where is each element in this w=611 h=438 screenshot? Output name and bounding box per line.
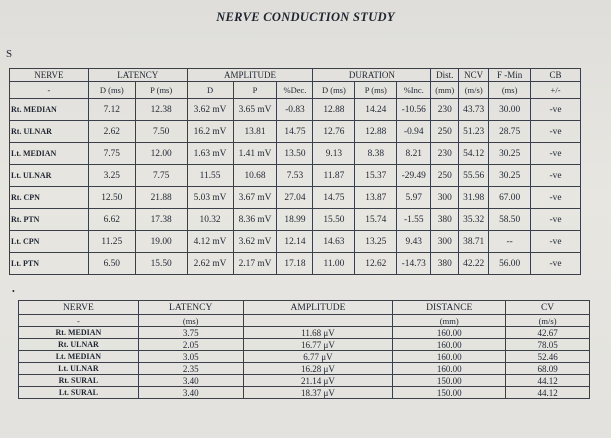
motor-subheader-row [10, 82, 581, 99]
sensory-value-cell: 160.00 [393, 339, 506, 351]
motor-value-cell: 30.25 [489, 143, 531, 165]
sensory-header-distance: DISTANCE [393, 301, 506, 315]
sensory-subheader-cell [243, 315, 393, 327]
table-row [19, 363, 590, 375]
motor-value-cell: 8.38 [355, 143, 397, 165]
motor-value-cell: 5.97 [397, 187, 431, 209]
sensory-header-nerve: NERVE [19, 301, 139, 315]
motor-header-amplitude: AMPLITUDE [187, 69, 313, 82]
motor-nerve-name: Rt. PTN [10, 209, 89, 231]
sensory-value-cell: 2.35 [138, 363, 243, 375]
motor-value-cell: 58.50 [489, 209, 531, 231]
sensory-value-cell: 21.14 μV [243, 375, 393, 387]
motor-value-cell: 3.62 mV [187, 99, 233, 121]
motor-value-cell: 31.98 [459, 187, 489, 209]
table-row [10, 231, 581, 253]
motor-value-cell: -ve [531, 143, 581, 165]
motor-value-cell: 13.81 [233, 121, 277, 143]
motor-value-cell: 56.00 [489, 253, 531, 275]
motor-value-cell: -ve [531, 187, 581, 209]
motor-header-ncv: NCV [459, 69, 489, 82]
motor-value-cell: 6.62 [88, 209, 135, 231]
motor-value-cell: 38.71 [459, 231, 489, 253]
motor-value-cell: 7.75 [88, 143, 135, 165]
motor-value-cell: 21.88 [135, 187, 187, 209]
motor-nerve-name: Lt. PTN [10, 253, 89, 275]
motor-subheader-cell: (ms) [489, 82, 531, 99]
table-row [10, 253, 581, 275]
motor-value-cell: 1.41 mV [233, 143, 277, 165]
sensory-value-cell: 68.09 [506, 363, 590, 375]
motor-value-cell: 230 [431, 99, 459, 121]
motor-value-cell: 300 [431, 187, 459, 209]
table-row [10, 143, 581, 165]
motor-value-cell: 2.62 mV [187, 253, 233, 275]
motor-value-cell: 11.00 [313, 253, 355, 275]
motor-header-nerve: NERVE [10, 69, 89, 82]
motor-value-cell: -1.55 [397, 209, 431, 231]
motor-value-cell: 1.63 mV [187, 143, 233, 165]
sensory-value-cell: 52.46 [506, 351, 590, 363]
motor-value-cell: 12.88 [355, 121, 397, 143]
sensory-header-row [19, 301, 590, 315]
motor-value-cell: 14.75 [277, 121, 313, 143]
motor-value-cell: 13.25 [355, 231, 397, 253]
motor-header-fmin: F -Min [489, 69, 531, 82]
motor-subheader-cell: P (ms) [135, 82, 187, 99]
margin-mark-top: S [6, 48, 13, 60]
motor-subheader-cell: D (ms) [313, 82, 355, 99]
motor-value-cell: 15.74 [355, 209, 397, 231]
sensory-value-cell: 3.40 [138, 387, 243, 399]
motor-value-cell: -0.94 [397, 121, 431, 143]
motor-value-cell: 13.50 [277, 143, 313, 165]
motor-value-cell: 10.32 [187, 209, 233, 231]
motor-nerve-name: Rt. MEDIAN [10, 99, 89, 121]
sensory-value-cell: 78.05 [506, 339, 590, 351]
motor-value-cell: 15.50 [313, 209, 355, 231]
motor-value-cell: 28.75 [489, 121, 531, 143]
motor-subheader-cell: D [187, 82, 233, 99]
motor-value-cell: 6.50 [88, 253, 135, 275]
motor-value-cell: -ve [531, 99, 581, 121]
motor-value-cell: 11.25 [88, 231, 135, 253]
motor-value-cell: 30.25 [489, 165, 531, 187]
motor-value-cell: 15.50 [135, 253, 187, 275]
motor-value-cell: 16.2 mV [187, 121, 233, 143]
table-row [10, 99, 581, 121]
sensory-value-cell: 42.67 [506, 327, 590, 339]
motor-value-cell: 8.21 [397, 143, 431, 165]
motor-nerve-name: Lt. CPN [10, 231, 89, 253]
motor-value-cell: 19.00 [135, 231, 187, 253]
motor-value-cell: 380 [431, 209, 459, 231]
sensory-value-cell: 160.00 [393, 327, 506, 339]
sensory-value-cell: 16.28 μV [243, 363, 393, 375]
table-row [10, 209, 581, 231]
motor-header-dist: Dist. [431, 69, 459, 82]
motor-value-cell: 3.67 mV [233, 187, 277, 209]
table-row [19, 327, 590, 339]
motor-value-cell: -14.73 [397, 253, 431, 275]
motor-value-cell: 12.50 [88, 187, 135, 209]
motor-value-cell: 7.53 [277, 165, 313, 187]
sensory-value-cell: 6.77 μV [243, 351, 393, 363]
table-row [10, 165, 581, 187]
motor-value-cell: 3.65 mV [233, 99, 277, 121]
motor-value-cell: 250 [431, 121, 459, 143]
table-row [10, 121, 581, 143]
motor-subheader-cell: P (ms) [355, 82, 397, 99]
motor-value-cell: 17.38 [135, 209, 187, 231]
sensory-value-cell: 44.12 [506, 387, 590, 399]
sensory-conduction-table [18, 300, 590, 399]
motor-value-cell: 15.37 [355, 165, 397, 187]
motor-value-cell: 7.50 [135, 121, 187, 143]
motor-value-cell: 11.55 [187, 165, 233, 187]
motor-subheader-cell: (mm) [431, 82, 459, 99]
motor-value-cell: 9.13 [313, 143, 355, 165]
motor-subheader-cell: %Inc. [397, 82, 431, 99]
sensory-value-cell: 160.00 [393, 363, 506, 375]
motor-value-cell: -ve [531, 121, 581, 143]
motor-value-cell: 14.24 [355, 99, 397, 121]
sensory-nerve-name: Lt. MEDIAN [19, 351, 139, 363]
motor-value-cell: 2.17 mV [233, 253, 277, 275]
motor-value-cell: -0.83 [277, 99, 313, 121]
motor-value-cell: 43.73 [459, 99, 489, 121]
motor-value-cell: 55.56 [459, 165, 489, 187]
motor-value-cell: -- [489, 231, 531, 253]
motor-conduction-table [9, 68, 581, 275]
table-row [19, 387, 590, 399]
motor-value-cell: 8.36 mV [233, 209, 277, 231]
motor-subheader-cell: P [233, 82, 277, 99]
sensory-subheader-cell: - [19, 315, 139, 327]
table-row [10, 187, 581, 209]
motor-value-cell: 3.25 [88, 165, 135, 187]
motor-value-cell: 42.22 [459, 253, 489, 275]
motor-value-cell: 30.00 [489, 99, 531, 121]
motor-value-cell: 35.32 [459, 209, 489, 231]
document-title: NERVE CONDUCTION STUDY [216, 10, 395, 24]
table-row [19, 351, 590, 363]
sensory-value-cell: 2.05 [138, 339, 243, 351]
sensory-value-cell: 160.00 [393, 351, 506, 363]
motor-value-cell: 230 [431, 143, 459, 165]
motor-value-cell: 27.04 [277, 187, 313, 209]
motor-value-cell: -ve [531, 209, 581, 231]
motor-value-cell: -ve [531, 253, 581, 275]
sensory-subheader-cell: (ms) [138, 315, 243, 327]
motor-value-cell: 12.62 [355, 253, 397, 275]
sensory-nerve-name: Rt. SURAL [19, 375, 139, 387]
sensory-value-cell: 3.40 [138, 375, 243, 387]
motor-header-duration: DURATION [313, 69, 431, 82]
motor-value-cell: 67.00 [489, 187, 531, 209]
motor-value-cell: 12.00 [135, 143, 187, 165]
motor-value-cell: -10.56 [397, 99, 431, 121]
sensory-value-cell: 3.05 [138, 351, 243, 363]
motor-value-cell: 380 [431, 253, 459, 275]
motor-subheader-cell: (m/s) [459, 82, 489, 99]
motor-value-cell: 12.76 [313, 121, 355, 143]
sensory-value-cell: 150.00 [393, 375, 506, 387]
margin-mark-bottom: • [12, 287, 15, 296]
motor-value-cell: 10.68 [233, 165, 277, 187]
sensory-value-cell: 16.77 μV [243, 339, 393, 351]
sensory-subheader-cell: (mm) [393, 315, 506, 327]
motor-value-cell: -ve [531, 231, 581, 253]
motor-value-cell: 300 [431, 231, 459, 253]
motor-subheader-cell: - [10, 82, 89, 99]
motor-subheader-cell: D (ms) [88, 82, 135, 99]
motor-value-cell: 2.62 [88, 121, 135, 143]
motor-value-cell: 12.38 [135, 99, 187, 121]
motor-value-cell: 4.12 mV [187, 231, 233, 253]
motor-value-cell: 7.75 [135, 165, 187, 187]
motor-value-cell: 13.87 [355, 187, 397, 209]
motor-value-cell: 5.03 mV [187, 187, 233, 209]
motor-value-cell: 3.62 mV [233, 231, 277, 253]
sensory-subheader-row [19, 315, 590, 327]
motor-value-cell: -ve [531, 165, 581, 187]
motor-subheader-cell: %Dec. [277, 82, 313, 99]
motor-nerve-name: Rt. CPN [10, 187, 89, 209]
sensory-nerve-name: Rt. ULNAR [19, 339, 139, 351]
motor-header-row [10, 69, 581, 82]
motor-value-cell: 9.43 [397, 231, 431, 253]
motor-value-cell: -29.49 [397, 165, 431, 187]
sensory-subheader-cell: (m/s) [506, 315, 590, 327]
motor-value-cell: 250 [431, 165, 459, 187]
motor-value-cell: 11.87 [313, 165, 355, 187]
motor-nerve-name: Rt. ULNAR [10, 121, 89, 143]
motor-value-cell: 12.14 [277, 231, 313, 253]
sensory-nerve-name: Lt. SURAL [19, 387, 139, 399]
motor-value-cell: 14.63 [313, 231, 355, 253]
sensory-header-latency: LATENCY [138, 301, 243, 315]
sensory-value-cell: 18.37 μV [243, 387, 393, 399]
motor-value-cell: 17.18 [277, 253, 313, 275]
sensory-value-cell: 11.68 μV [243, 327, 393, 339]
motor-subheader-cell: +/- [531, 82, 581, 99]
sensory-value-cell: 44.12 [506, 375, 590, 387]
sensory-header-amplitude: AMPLITUDE [243, 301, 393, 315]
motor-value-cell: 12.88 [313, 99, 355, 121]
motor-header-cb: CB [531, 69, 581, 82]
motor-value-cell: 7.12 [88, 99, 135, 121]
table-row [19, 339, 590, 351]
sensory-nerve-name: Lt. ULNAR [19, 363, 139, 375]
motor-value-cell: 18.99 [277, 209, 313, 231]
sensory-value-cell: 3.75 [138, 327, 243, 339]
motor-value-cell: 51.23 [459, 121, 489, 143]
sensory-header-cv: CV [506, 301, 590, 315]
motor-nerve-name: Lt. ULNAR [10, 165, 89, 187]
motor-value-cell: 54.12 [459, 143, 489, 165]
sensory-nerve-name: Rt. MEDIAN [19, 327, 139, 339]
motor-header-latency: LATENCY [88, 69, 187, 82]
motor-value-cell: 14.75 [313, 187, 355, 209]
sensory-value-cell: 150.00 [393, 387, 506, 399]
motor-nerve-name: Lt. MEDIAN [10, 143, 89, 165]
table-row [19, 375, 590, 387]
